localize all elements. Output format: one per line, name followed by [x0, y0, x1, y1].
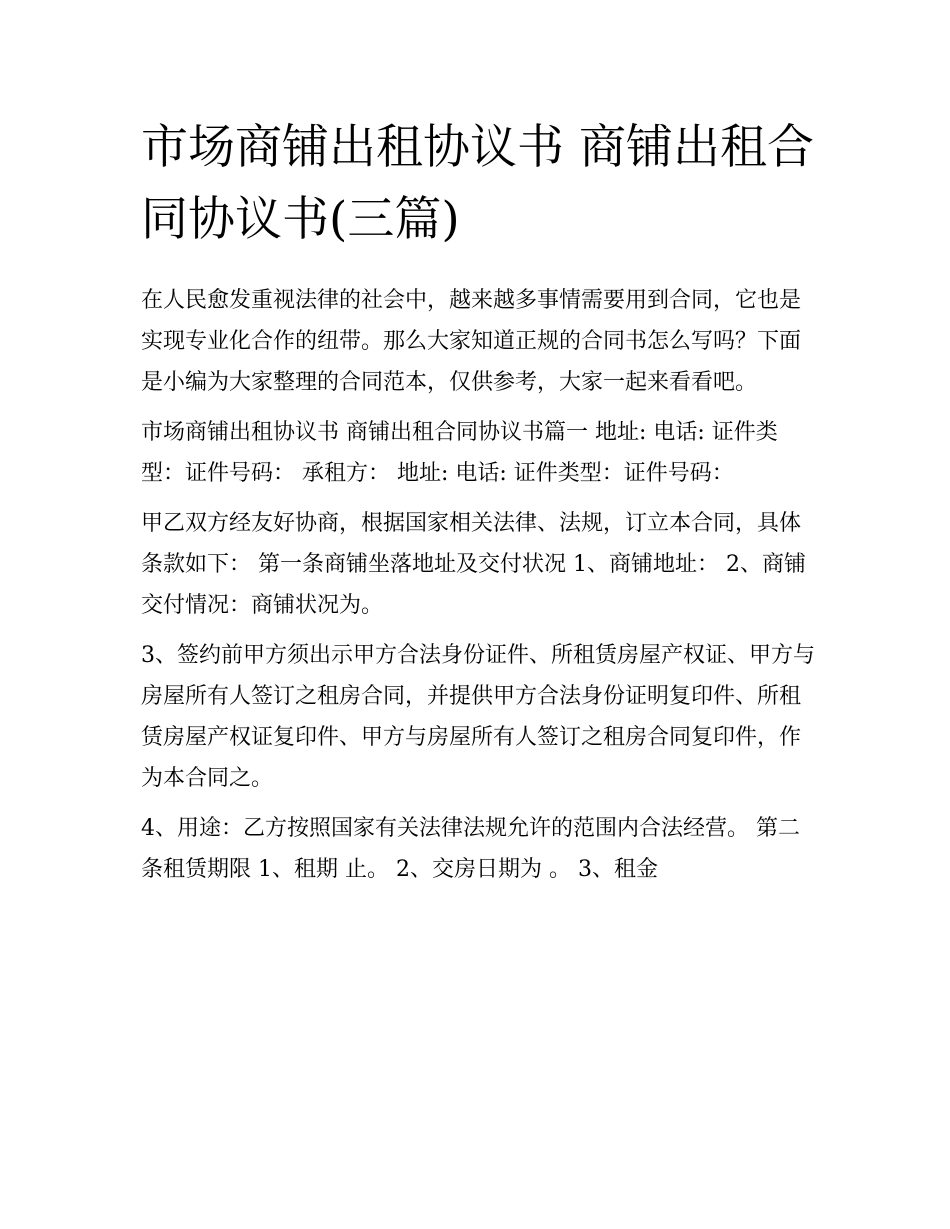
- paragraph-article-1: 甲乙双方经友好协商，根据国家相关法律、法规，订立本合同，具体条款如下： 第一条商铺坐落地址及交付状况 1、商铺地址： 2、商铺交付情况：商铺状况为。: [141, 511, 806, 618]
- paragraph-clause-4: 4、用途：乙方按照国家有关法律法规允许的范围内合法经营。 第二条租赁期限 1、租期 止。 2、交房日期为 。 3、租金: [141, 816, 800, 882]
- paragraph-party-info: 市场商铺出租协议书 商铺出租合同协议书篇一 地址: 电话: 证件类型：证件号码： 承租方： 地址: 电话: 证件类型：证件号码：: [141, 420, 778, 486]
- document-body: [141, 280, 816, 890]
- paragraph-intro: 在人民愈发重视法律的社会中，越来越多事情需要用到合同，它也是实现专业化合作的纽带。那么大家知道正规的合同书怎么写吗？下面是小编为大家整理的合同范本，仅供参考，大家一起来看看吧。: [141, 288, 802, 395]
- document-title: 市场商铺出租协议书 商铺出租合同协议书(三篇): [141, 120, 814, 247]
- paragraph-clause-3: 3、签约前甲方须出示甲方合法身份证件、所租赁房屋产权证、甲方与房屋所有人签订之租房合同，并提供甲方合法身份证明复印件、所租赁房屋产权证复印件、甲方与房屋所有人签订之租房合同复印件，作为本合同之。: [141, 643, 815, 791]
